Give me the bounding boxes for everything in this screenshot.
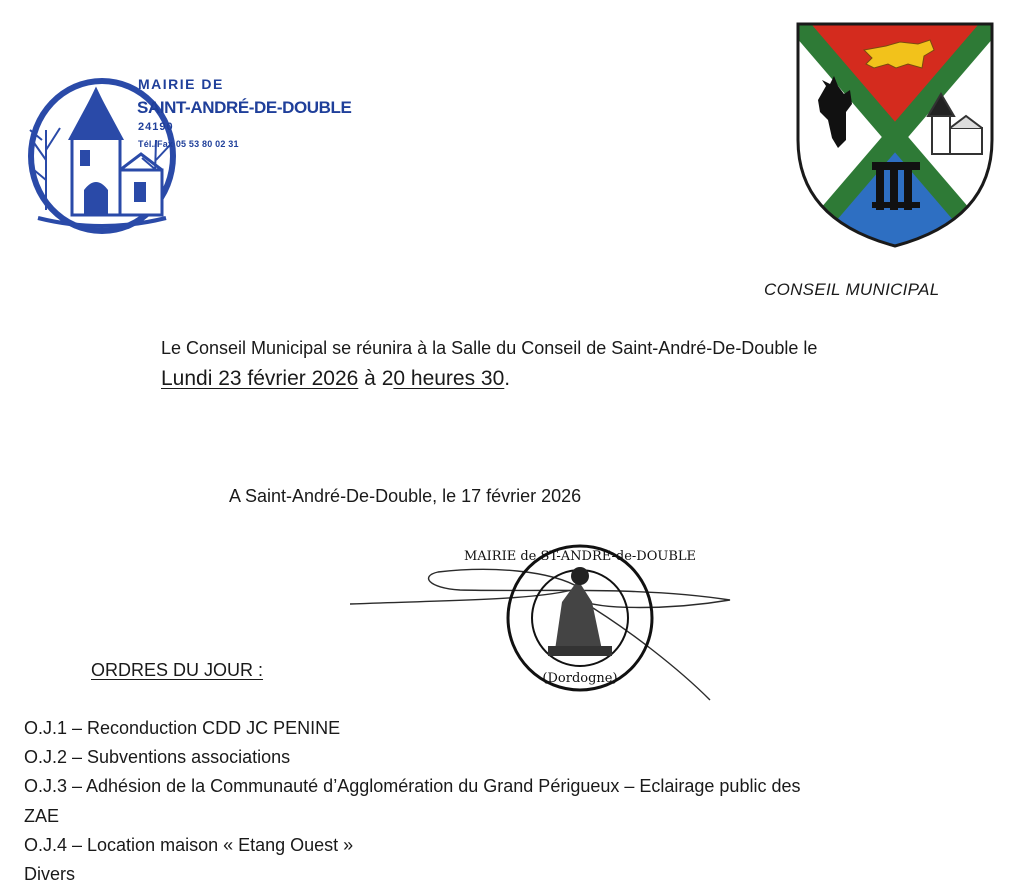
agenda-item: Divers [24,863,76,884]
agenda-item: O.J.2 – Subventions associations [24,747,291,768]
agenda-item: O.J.1 – Reconduction CDD JC PENINE [24,718,341,738]
meeting-period: . [504,367,511,390]
mairie-label: MAIRIE DE [138,76,224,92]
agenda-list [24,714,984,889]
meeting-time: 0 heures 30 [393,367,505,390]
meeting-sentence: Le Conseil Municipal se réunira à la Salle du Conseil de Saint-André-De-Double le [161,338,818,358]
signature [350,569,730,700]
place-and-date: A Saint-André-De-Double, le 17 février 2026 [229,486,582,506]
stamp-outer-text: MAIRIE de ST-ANDRE-de-DOUBLE [463,549,697,564]
agenda-item: ZAE [24,805,60,826]
stamp-inner-text: (Dordogne) [542,671,618,686]
phone-fax: Tél./Fax 05 53 80 02 31 [138,139,239,149]
agenda-item: O.J.3 – Adhésion de la Communauté d’Agglomération du Grand Périgueux – Eclairage public des [24,776,801,797]
agenda-item: O.J.4 – Location maison « Etang Ouest » [24,834,354,855]
signature-and-stamp [340,530,740,710]
postal-code: 24190 [138,121,174,133]
meeting-time-connector: à [364,367,376,390]
document-title: CONSEIL MUNICIPAL [764,280,940,299]
meeting-time-prefix: 2 [381,367,394,390]
meeting-datetime [161,367,510,391]
coat-of-arms-shield [792,20,998,250]
agenda-heading: ORDRES DU JOUR : [91,660,264,680]
mairie-logo-seal [24,70,182,238]
meeting-date: Lundi 23 février 2026 [161,367,359,390]
commune-name: SAINT-ANDRÉ-DE-DOUBLE [137,98,352,117]
official-stamp [464,546,696,690]
